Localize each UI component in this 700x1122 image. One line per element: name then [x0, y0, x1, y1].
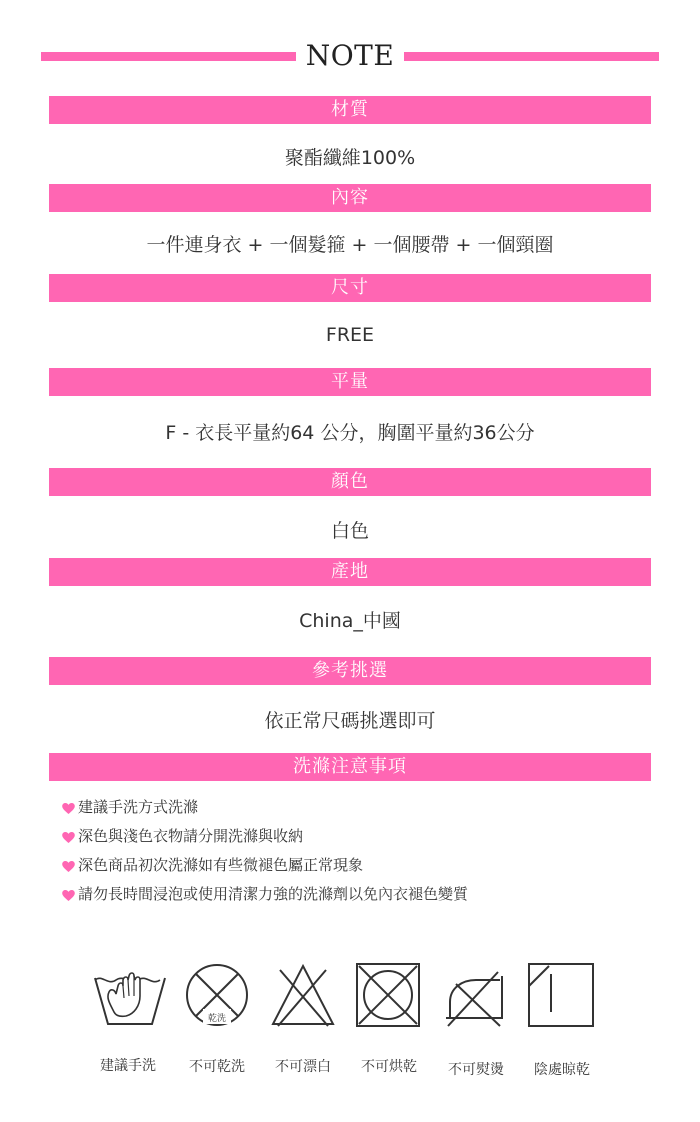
- list-item: [62, 797, 468, 826]
- dry-clean-icon-label: 乾洗: [207, 1014, 226, 1024]
- no-dry-clean-icon: [184, 962, 250, 1032]
- section-header-measurements: 平量: [49, 368, 651, 396]
- care-label-hand-wash: 建議手洗: [100, 1058, 156, 1074]
- washing-note: 請勿長時間浸泡或使用清潔力強的洗滌劑以免內衣褪色變質: [78, 885, 469, 903]
- section-value-size-guide: 依正常尺碼挑選即可: [264, 710, 436, 732]
- washing-note: 深色商品初次洗滌如有些微褪色屬正常現象: [78, 856, 364, 874]
- section-value-material: 聚酯纖維100%: [284, 147, 416, 169]
- care-label-no-tumble-dry: 不可烘乾: [361, 1059, 417, 1075]
- washing-notes-list: [62, 797, 468, 913]
- section-value-origin: China_中國: [299, 610, 401, 632]
- list-item: [62, 826, 468, 855]
- no-tumble-dry-icon: [355, 962, 421, 1032]
- heart-icon: [62, 855, 76, 875]
- section-header-washing: 洗滌注意事項: [49, 753, 651, 781]
- heart-icon: [62, 797, 76, 817]
- shade-dry-icon: [527, 962, 595, 1032]
- no-iron-icon: [442, 962, 512, 1032]
- section-value-color: 白色: [330, 520, 369, 542]
- hand-wash-icon: [92, 962, 168, 1034]
- section-header-origin: 產地: [49, 558, 651, 586]
- section-header-size-guide: 參考挑選: [49, 657, 651, 685]
- section-header-size: 尺寸: [49, 274, 651, 302]
- note-title: NOTE: [305, 39, 395, 72]
- section-header-contents: 內容: [49, 184, 651, 212]
- list-item: [62, 884, 468, 913]
- care-label-shade-dry: 陰處晾乾: [534, 1062, 590, 1078]
- note-divider-right: [404, 52, 659, 61]
- washing-note: 建議手洗方式洗滌: [78, 798, 199, 816]
- section-value-size: FREE: [325, 324, 375, 346]
- care-label-no-dry-clean: 不可乾洗: [189, 1059, 245, 1075]
- section-header-material: 材質: [49, 96, 651, 124]
- heart-icon: [62, 884, 76, 904]
- heart-icon: [62, 826, 76, 846]
- care-label-no-iron: 不可熨燙: [448, 1062, 504, 1078]
- care-label-no-bleach: 不可漂白: [275, 1059, 331, 1075]
- note-header: [0, 36, 700, 76]
- washing-note: 深色與淺色衣物請分開洗滌與收納: [78, 827, 304, 845]
- section-header-color: 顏色: [49, 468, 651, 496]
- no-bleach-icon: [270, 962, 336, 1032]
- section-value-measurements: F - 衣長平量約64 公分，胸圍平量約36公分: [165, 422, 535, 444]
- note-divider-left: [41, 52, 296, 61]
- list-item: [62, 855, 468, 884]
- section-value-contents: 一件連身衣 + 一個髮箍 + 一個腰帶 + 一個頸圈: [146, 234, 554, 256]
